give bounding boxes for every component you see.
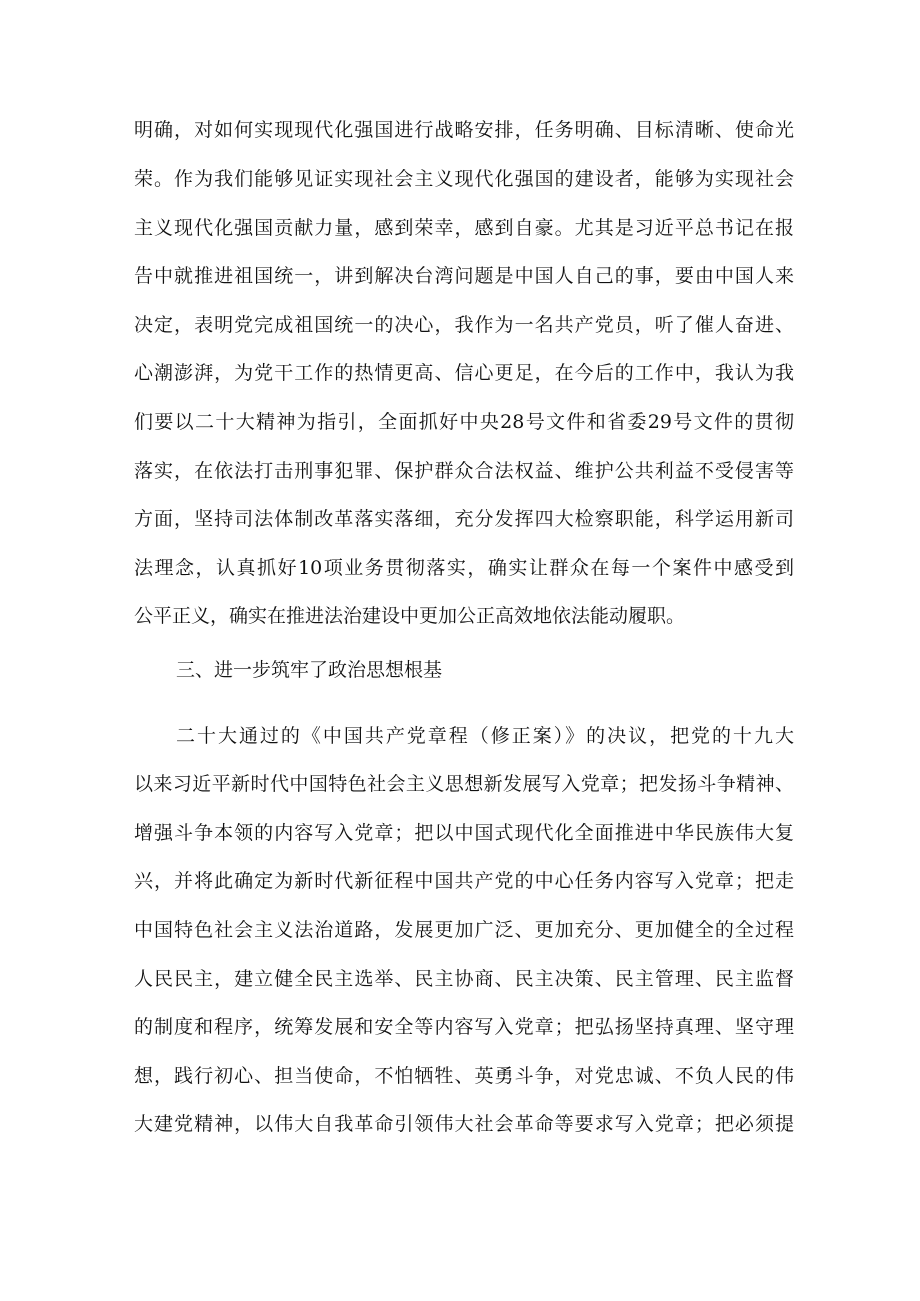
paragraph-1-line: 荣。作为我们能够见证实现社会主义现代化强国的建设者，能够为实现社会 <box>134 168 794 190</box>
paragraph-2-line: 增强斗争本领的内容写入党章；把以中国式现代化全面推进中华民族伟大复 <box>134 822 794 844</box>
paragraph-1-line: 们要以二十大精神为指引，全面抓好中央28号文件和省委29号文件的贯彻 <box>134 411 794 433</box>
paragraph-1-line: 决定，表明党完成祖国统一的决心，我作为一名共产党员，听了催人奋进、 <box>134 314 794 336</box>
paragraph-1-line: 法理念，认真抓好10项业务贯彻落实，确实让群众在每一个案件中感受到 <box>134 557 794 579</box>
paragraph-1-line: 告中就推进祖国统一，讲到解决台湾问题是中国人自己的事，要由中国人来 <box>134 265 794 287</box>
paragraph-1-line: 公平正义，确实在推进法治建设中更加公正高效地依法能动履职。 <box>134 605 686 627</box>
paragraph-2-line: 大建党精神，以伟大自我革命引领伟大社会革命等要求写入党章；把必须提 <box>134 1113 794 1135</box>
paragraph-1-line: 明确，对如何实现现代化强国进行战略安排，任务明确、目标清晰、使命光 <box>134 119 794 141</box>
section-heading: 三、进一步筑牢了政治思想根基 <box>176 659 443 681</box>
paragraph-2-line: 想，践行初心、担当使命，不怕牺牲、英勇斗争，对党忠诚、不负人民的伟 <box>134 1065 794 1087</box>
paragraph-2-line: 中国特色社会主义法治道路，发展更加广泛、更加充分、更加健全的全过程 <box>134 919 794 941</box>
paragraph-2-line: 以来习近平新时代中国特色社会主义思想新发展写入党章；把发扬斗争精神、 <box>134 773 794 795</box>
paragraph-2-line: 的制度和程序，统筹发展和安全等内容写入党章；把弘扬坚持真理、坚守理 <box>134 1016 794 1038</box>
paragraph-1-line: 方面，坚持司法体制改革落实落细，充分发挥四大检察职能，科学运用新司 <box>134 508 794 530</box>
paragraph-1-line: 心潮澎湃，为党干工作的热情更高、信心更足，在今后的工作中，我认为我 <box>134 362 794 384</box>
paragraph-2-line: 二十大通过的《中国共产党章程（修正案）》的决议，把党的十九大 <box>176 725 794 747</box>
paragraph-1-line: 主义现代化强国贡献力量，感到荣幸，感到自豪。尤其是习近平总书记在报 <box>134 217 794 239</box>
paragraph-2-line: 兴，并将此确定为新时代新征程中国共产党的中心任务内容写入党章；把走 <box>134 870 794 892</box>
paragraph-2-line: 人民民主，建立健全民主选举、民主协商、民主决策、民主管理、民主监督 <box>134 968 794 990</box>
paragraph-1-line: 落实，在依法打击刑事犯罪、保护群众合法权益、维护公共利益不受侵害等 <box>134 460 794 482</box>
